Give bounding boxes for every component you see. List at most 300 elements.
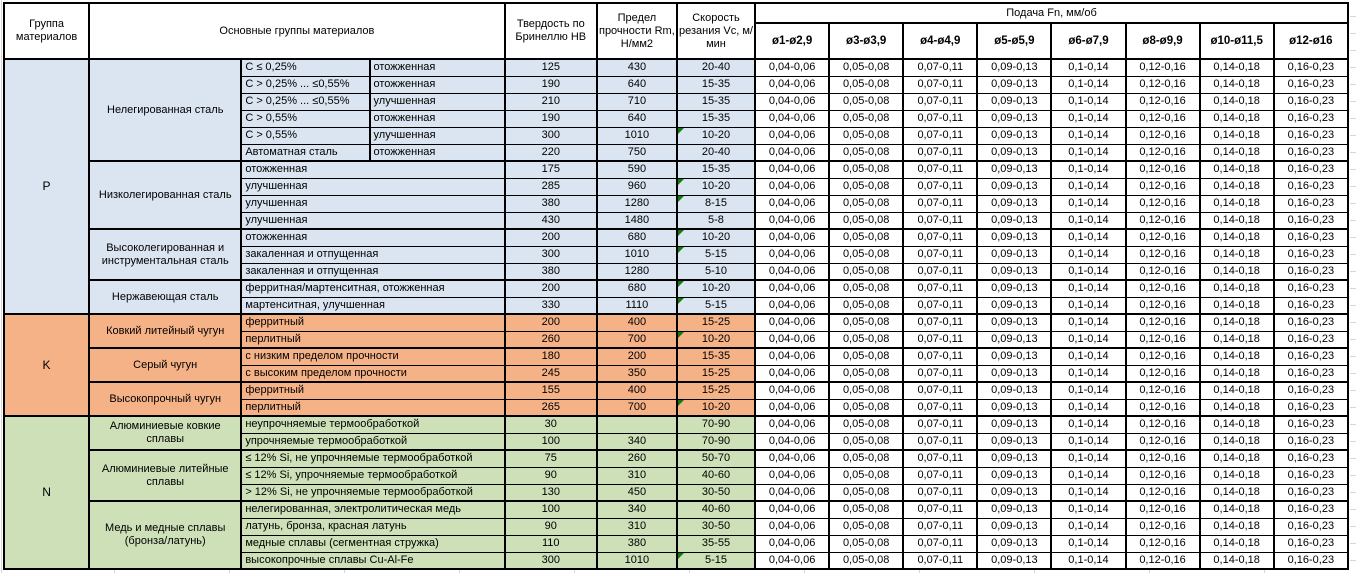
hardness-cell: 190 <box>505 110 597 127</box>
strength-cell: 750 <box>597 144 677 161</box>
speed-cell: 40-60 <box>677 467 755 484</box>
feed-cell: 0,16-0,23 <box>1274 331 1348 348</box>
feed-cell: 0,12-0,16 <box>1126 246 1200 263</box>
feed-cell: 0,16-0,23 <box>1274 110 1348 127</box>
hardness-cell: 260 <box>505 331 597 348</box>
hardness-cell: 330 <box>505 297 597 314</box>
feed-cell: 0,12-0,16 <box>1126 110 1200 127</box>
speed-cell: 15-25 <box>677 365 755 382</box>
strength-cell: 260 <box>597 450 677 467</box>
feed-cell: 0,07-0,11 <box>903 399 977 416</box>
feed-cell: 0,1-0,14 <box>1051 195 1125 212</box>
subgroup-name-cell: Ковкий литейный чугун <box>89 314 241 348</box>
feed-cell: 0,04-0,06 <box>755 263 829 280</box>
feed-cell: 0,05-0,08 <box>829 263 903 280</box>
feed-cell: 0,14-0,18 <box>1200 535 1274 552</box>
feed-cell: 0,04-0,06 <box>755 93 829 110</box>
feed-cell: 0,05-0,08 <box>829 331 903 348</box>
strength-cell: 1110 <box>597 297 677 314</box>
feed-cell: 0,07-0,11 <box>903 416 977 433</box>
subgroup-name-cell: Серый чугун <box>89 348 241 382</box>
feed-cell: 0,07-0,11 <box>903 110 977 127</box>
feed-cell: 0,14-0,18 <box>1200 76 1274 93</box>
feed-cell: 0,04-0,06 <box>755 280 829 297</box>
feed-cell: 0,1-0,14 <box>1051 552 1125 569</box>
feed-cell: 0,1-0,14 <box>1051 127 1125 144</box>
feed-cell: 0,07-0,11 <box>903 263 977 280</box>
feed-cell: 0,05-0,08 <box>829 433 903 450</box>
feed-cell: 0,12-0,16 <box>1126 518 1200 535</box>
feed-cell: 0,04-0,06 <box>755 501 829 518</box>
feed-cell: 0,14-0,18 <box>1200 144 1274 161</box>
feed-cell: 0,04-0,06 <box>755 246 829 263</box>
speed-cell: 15-35 <box>677 76 755 93</box>
feed-cell: 0,16-0,23 <box>1274 416 1348 433</box>
table-row <box>4 161 1348 178</box>
feed-cell: 0,16-0,23 <box>1274 484 1348 501</box>
feed-cell: 0,16-0,23 <box>1274 314 1348 331</box>
strength-cell: 340 <box>597 433 677 450</box>
feed-cell: 0,14-0,18 <box>1200 348 1274 365</box>
hardness-cell: 130 <box>505 484 597 501</box>
material-desc-cell: латунь, бронза, красная латунь <box>241 518 504 535</box>
strength-cell: 380 <box>597 535 677 552</box>
group-letter-cell: N <box>4 416 89 569</box>
feed-cell: 0,04-0,06 <box>755 229 829 246</box>
green-corner-flag-icon <box>678 281 684 287</box>
feed-cell: 0,14-0,18 <box>1200 212 1274 229</box>
material-desc-cell: перлитный <box>241 399 504 416</box>
feed-cell: 0,09-0,13 <box>977 382 1051 399</box>
feed-cell: 0,16-0,23 <box>1274 246 1348 263</box>
feed-cell: 0,05-0,08 <box>829 314 903 331</box>
feed-cell: 0,09-0,13 <box>977 484 1051 501</box>
material-state-cell: улучшенная <box>370 127 505 144</box>
feed-cell: 0,12-0,16 <box>1126 450 1200 467</box>
feed-cell: 0,1-0,14 <box>1051 348 1125 365</box>
feed-cell: 0,09-0,13 <box>977 416 1051 433</box>
subgroup-name-cell: Нелегированная сталь <box>89 59 241 161</box>
feed-cell: 0,05-0,08 <box>829 76 903 93</box>
feed-cell: 0,12-0,16 <box>1126 59 1200 76</box>
speed-cell: 50-70 <box>677 450 755 467</box>
feed-cell: 0,14-0,18 <box>1200 331 1274 348</box>
feed-cell: 0,09-0,13 <box>977 348 1051 365</box>
feed-cell: 0,04-0,06 <box>755 399 829 416</box>
feed-cell: 0,07-0,11 <box>903 229 977 246</box>
feed-cell: 0,1-0,14 <box>1051 110 1125 127</box>
table-row <box>4 416 1348 433</box>
feed-cell: 0,09-0,13 <box>977 127 1051 144</box>
feed-cell: 0,04-0,06 <box>755 212 829 229</box>
hardness-cell: 210 <box>505 93 597 110</box>
feed-cell: 0,04-0,06 <box>755 535 829 552</box>
speed-cell: 5-10 <box>677 263 755 280</box>
strength-cell: 400 <box>597 314 677 331</box>
feed-cell: 0,14-0,18 <box>1200 246 1274 263</box>
feed-cell: 0,16-0,23 <box>1274 144 1348 161</box>
feed-cell: 0,07-0,11 <box>903 212 977 229</box>
feed-cell: 0,14-0,18 <box>1200 161 1274 178</box>
speed-cell: 10-20 <box>677 280 755 297</box>
cutting-parameters-table <box>3 2 1349 570</box>
feed-cell: 0,12-0,16 <box>1126 535 1200 552</box>
material-spec-cell: C > 0,25% ... ≤0,55% <box>241 93 369 110</box>
feed-cell: 0,09-0,13 <box>977 552 1051 569</box>
material-spec-cell: C > 0,25% ... ≤0,55% <box>241 76 369 93</box>
feed-cell: 0,05-0,08 <box>829 178 903 195</box>
feed-cell: 0,07-0,11 <box>903 331 977 348</box>
subgroup-name-cell: Медь и медные сплавы (бронза/латунь) <box>89 501 241 569</box>
feed-cell: 0,12-0,16 <box>1126 297 1200 314</box>
subgroup-name-cell: Высокопрочный чугун <box>89 382 241 416</box>
feed-cell: 0,07-0,11 <box>903 59 977 76</box>
feed-cell: 0,14-0,18 <box>1200 484 1274 501</box>
green-corner-flag-icon <box>678 230 684 236</box>
material-state-cell: отожженная <box>370 76 505 93</box>
material-state-cell: отожженная <box>370 59 505 76</box>
feed-cell: 0,09-0,13 <box>977 195 1051 212</box>
speed-cell: 8-15 <box>677 195 755 212</box>
feed-cell: 0,09-0,13 <box>977 297 1051 314</box>
feed-cell: 0,14-0,18 <box>1200 178 1274 195</box>
feed-cell: 0,14-0,18 <box>1200 110 1274 127</box>
feed-cell: 0,1-0,14 <box>1051 331 1125 348</box>
table-row <box>4 59 1348 76</box>
feed-cell: 0,05-0,08 <box>829 365 903 382</box>
material-desc-cell: улучшенная <box>241 195 504 212</box>
feed-cell: 0,1-0,14 <box>1051 365 1125 382</box>
feed-cell: 0,1-0,14 <box>1051 467 1125 484</box>
feed-cell: 0,16-0,23 <box>1274 93 1348 110</box>
feed-cell: 0,09-0,13 <box>977 399 1051 416</box>
feed-cell: 0,14-0,18 <box>1200 93 1274 110</box>
feed-cell: 0,04-0,06 <box>755 127 829 144</box>
header-feed-dia-1: ø1-ø2,9 <box>755 23 829 59</box>
feed-cell: 0,04-0,06 <box>755 433 829 450</box>
material-desc-cell: мартенситная, улучшенная <box>241 297 504 314</box>
feed-cell: 0,12-0,16 <box>1126 229 1200 246</box>
feed-cell: 0,12-0,16 <box>1126 433 1200 450</box>
feed-cell: 0,07-0,11 <box>903 178 977 195</box>
feed-cell: 0,07-0,11 <box>903 535 977 552</box>
table-row <box>4 382 1348 399</box>
feed-cell: 0,1-0,14 <box>1051 229 1125 246</box>
feed-cell: 0,12-0,16 <box>1126 467 1200 484</box>
material-desc-cell: ферритная/мартенситная, отожженная <box>241 280 504 297</box>
feed-cell: 0,14-0,18 <box>1200 280 1274 297</box>
green-corner-flag-icon <box>678 247 684 253</box>
subgroup-name-cell: Низколегированная сталь <box>89 161 241 229</box>
strength-cell: 450 <box>597 484 677 501</box>
header-feed-dia-2: ø3-ø3,9 <box>829 23 903 59</box>
feed-cell: 0,05-0,08 <box>829 552 903 569</box>
feed-cell: 0,14-0,18 <box>1200 297 1274 314</box>
feed-cell: 0,04-0,06 <box>755 59 829 76</box>
feed-cell: 0,05-0,08 <box>829 144 903 161</box>
feed-cell: 0,09-0,13 <box>977 161 1051 178</box>
material-desc-cell: отожженная <box>241 161 504 178</box>
material-desc-cell: ферритный <box>241 382 504 399</box>
feed-cell: 0,1-0,14 <box>1051 382 1125 399</box>
feed-cell: 0,14-0,18 <box>1200 450 1274 467</box>
feed-cell: 0,14-0,18 <box>1200 399 1274 416</box>
feed-cell: 0,16-0,23 <box>1274 229 1348 246</box>
feed-cell: 0,05-0,08 <box>829 229 903 246</box>
feed-cell: 0,04-0,06 <box>755 416 829 433</box>
feed-cell: 0,04-0,06 <box>755 348 829 365</box>
feed-cell: 0,05-0,08 <box>829 501 903 518</box>
hardness-cell: 155 <box>505 382 597 399</box>
header-feed-dia-7: ø10-ø11,5 <box>1200 23 1274 59</box>
strength-cell: 710 <box>597 93 677 110</box>
hardness-cell: 175 <box>505 161 597 178</box>
feed-cell: 0,04-0,06 <box>755 144 829 161</box>
feed-cell: 0,05-0,08 <box>829 280 903 297</box>
feed-cell: 0,07-0,11 <box>903 518 977 535</box>
feed-cell: 0,09-0,13 <box>977 280 1051 297</box>
material-desc-cell: улучшенная <box>241 212 504 229</box>
feed-cell: 0,16-0,23 <box>1274 501 1348 518</box>
material-desc-cell: закаленная и отпущенная <box>241 246 504 263</box>
feed-cell: 0,12-0,16 <box>1126 263 1200 280</box>
feed-cell: 0,04-0,06 <box>755 484 829 501</box>
feed-cell: 0,09-0,13 <box>977 450 1051 467</box>
hardness-cell: 100 <box>505 433 597 450</box>
green-corner-flag-icon <box>678 332 684 338</box>
feed-cell: 0,14-0,18 <box>1200 195 1274 212</box>
feed-cell: 0,05-0,08 <box>829 348 903 365</box>
header-feed-dia-8: ø12-ø16 <box>1274 23 1348 59</box>
hardness-cell: 75 <box>505 450 597 467</box>
feed-cell: 0,12-0,16 <box>1126 365 1200 382</box>
feed-cell: 0,1-0,14 <box>1051 59 1125 76</box>
feed-cell: 0,07-0,11 <box>903 127 977 144</box>
feed-cell: 0,04-0,06 <box>755 382 829 399</box>
feed-cell: 0,09-0,13 <box>977 144 1051 161</box>
feed-cell: 0,1-0,14 <box>1051 212 1125 229</box>
hardness-cell: 190 <box>505 76 597 93</box>
strength-cell: 350 <box>597 365 677 382</box>
feed-cell: 0,04-0,06 <box>755 331 829 348</box>
strength-cell: 590 <box>597 161 677 178</box>
speed-cell: 15-35 <box>677 348 755 365</box>
feed-cell: 0,16-0,23 <box>1274 280 1348 297</box>
speed-cell: 40-60 <box>677 501 755 518</box>
feed-cell: 0,16-0,23 <box>1274 195 1348 212</box>
feed-cell: 0,05-0,08 <box>829 246 903 263</box>
speed-cell: 20-40 <box>677 144 755 161</box>
feed-cell: 0,1-0,14 <box>1051 501 1125 518</box>
strength-cell: 340 <box>597 501 677 518</box>
hardness-cell: 380 <box>505 195 597 212</box>
feed-cell: 0,14-0,18 <box>1200 263 1274 280</box>
feed-cell: 0,09-0,13 <box>977 246 1051 263</box>
feed-cell: 0,14-0,18 <box>1200 552 1274 569</box>
material-desc-cell: улучшенная <box>241 178 504 195</box>
speed-cell: 10-20 <box>677 229 755 246</box>
material-state-cell: отожженная <box>370 144 505 161</box>
feed-cell: 0,05-0,08 <box>829 535 903 552</box>
hardness-cell: 220 <box>505 144 597 161</box>
feed-cell: 0,05-0,08 <box>829 297 903 314</box>
table-row <box>4 280 1348 297</box>
feed-cell: 0,07-0,11 <box>903 484 977 501</box>
feed-cell: 0,16-0,23 <box>1274 127 1348 144</box>
feed-cell: 0,14-0,18 <box>1200 314 1274 331</box>
feed-cell: 0,09-0,13 <box>977 229 1051 246</box>
strength-cell <box>597 416 677 433</box>
group-letter-cell: P <box>4 59 89 314</box>
green-corner-flag-icon <box>678 179 684 185</box>
hardness-cell: 110 <box>505 535 597 552</box>
feed-cell: 0,07-0,11 <box>903 195 977 212</box>
table-body <box>4 59 1348 569</box>
feed-cell: 0,09-0,13 <box>977 178 1051 195</box>
feed-cell: 0,12-0,16 <box>1126 552 1200 569</box>
table-header <box>4 3 1348 59</box>
feed-cell: 0,07-0,11 <box>903 433 977 450</box>
speed-cell: 5-15 <box>677 297 755 314</box>
speed-cell: 70-90 <box>677 416 755 433</box>
hardness-cell: 30 <box>505 416 597 433</box>
hardness-cell: 300 <box>505 246 597 263</box>
feed-cell: 0,12-0,16 <box>1126 382 1200 399</box>
sheet-gridline-left <box>1 0 2 573</box>
feed-cell: 0,14-0,18 <box>1200 365 1274 382</box>
feed-cell: 0,16-0,23 <box>1274 178 1348 195</box>
material-desc-cell: с высоким пределом прочности <box>241 365 504 382</box>
feed-cell: 0,16-0,23 <box>1274 535 1348 552</box>
feed-cell: 0,12-0,16 <box>1126 161 1200 178</box>
feed-cell: 0,16-0,23 <box>1274 552 1348 569</box>
feed-cell: 0,04-0,06 <box>755 314 829 331</box>
feed-cell: 0,04-0,06 <box>755 552 829 569</box>
feed-cell: 0,07-0,11 <box>903 382 977 399</box>
group-letter-cell: K <box>4 314 89 416</box>
strength-cell: 1010 <box>597 246 677 263</box>
feed-cell: 0,04-0,06 <box>755 518 829 535</box>
material-desc-cell: упрочняемые термообработкой <box>241 433 504 450</box>
material-spec-cell: Автоматная сталь <box>241 144 369 161</box>
feed-cell: 0,16-0,23 <box>1274 263 1348 280</box>
feed-cell: 0,05-0,08 <box>829 212 903 229</box>
strength-cell: 680 <box>597 280 677 297</box>
material-desc-cell: с низким пределом прочности <box>241 348 504 365</box>
strength-cell: 1010 <box>597 127 677 144</box>
material-desc-cell: ≤ 12% Si, не упрочняемые термообработкой <box>241 450 504 467</box>
feed-cell: 0,07-0,11 <box>903 76 977 93</box>
speed-cell: 15-25 <box>677 314 755 331</box>
feed-cell: 0,05-0,08 <box>829 467 903 484</box>
feed-cell: 0,16-0,23 <box>1274 382 1348 399</box>
material-desc-cell: высокопрочные сплавы Cu-Al-Fe <box>241 552 504 569</box>
material-desc-cell: ферритный <box>241 314 504 331</box>
feed-cell: 0,05-0,08 <box>829 127 903 144</box>
table-row <box>4 450 1348 467</box>
feed-cell: 0,1-0,14 <box>1051 297 1125 314</box>
feed-cell: 0,1-0,14 <box>1051 178 1125 195</box>
strength-cell: 1280 <box>597 263 677 280</box>
feed-cell: 0,1-0,14 <box>1051 484 1125 501</box>
material-spec-cell: C ≤ 0,25% <box>241 59 369 76</box>
material-desc-cell: ≤ 12% Si, упрочняемые термообработкой <box>241 467 504 484</box>
speed-cell: 5-15 <box>677 246 755 263</box>
feed-cell: 0,16-0,23 <box>1274 433 1348 450</box>
feed-cell: 0,14-0,18 <box>1200 229 1274 246</box>
feed-cell: 0,12-0,16 <box>1126 399 1200 416</box>
feed-cell: 0,16-0,23 <box>1274 450 1348 467</box>
hardness-cell: 265 <box>505 399 597 416</box>
hardness-cell: 245 <box>505 365 597 382</box>
speed-cell: 15-35 <box>677 93 755 110</box>
subgroup-name-cell: Алюминиевые литейные сплавы <box>89 450 241 501</box>
strength-cell: 400 <box>597 382 677 399</box>
speed-cell: 20-40 <box>677 59 755 76</box>
strength-cell: 310 <box>597 518 677 535</box>
feed-cell: 0,12-0,16 <box>1126 144 1200 161</box>
speed-cell: 30-50 <box>677 484 755 501</box>
material-spec-cell: C > 0,55% <box>241 127 369 144</box>
feed-cell: 0,07-0,11 <box>903 93 977 110</box>
material-desc-cell: неупрочняемые термообработкой <box>241 416 504 433</box>
feed-cell: 0,07-0,11 <box>903 314 977 331</box>
speed-cell: 10-20 <box>677 127 755 144</box>
feed-cell: 0,04-0,06 <box>755 76 829 93</box>
feed-cell: 0,05-0,08 <box>829 382 903 399</box>
speed-cell: 15-35 <box>677 161 755 178</box>
table-row <box>4 348 1348 365</box>
strength-cell: 310 <box>597 467 677 484</box>
feed-cell: 0,04-0,06 <box>755 178 829 195</box>
strength-cell: 1480 <box>597 212 677 229</box>
feed-cell: 0,14-0,18 <box>1200 467 1274 484</box>
feed-cell: 0,09-0,13 <box>977 365 1051 382</box>
feed-cell: 0,04-0,06 <box>755 110 829 127</box>
strength-cell: 640 <box>597 110 677 127</box>
hardness-cell: 300 <box>505 552 597 569</box>
feed-cell: 0,05-0,08 <box>829 195 903 212</box>
speed-cell: 5-15 <box>677 552 755 569</box>
feed-cell: 0,1-0,14 <box>1051 263 1125 280</box>
feed-cell: 0,1-0,14 <box>1051 314 1125 331</box>
header-cutting-speed: Скорость резания Vc, м/мин <box>677 3 755 59</box>
feed-cell: 0,1-0,14 <box>1051 93 1125 110</box>
speed-cell: 30-50 <box>677 518 755 535</box>
feed-cell: 0,09-0,13 <box>977 93 1051 110</box>
feed-cell: 0,16-0,23 <box>1274 365 1348 382</box>
header-feed-dia-4: ø5-ø5,9 <box>977 23 1051 59</box>
feed-cell: 0,07-0,11 <box>903 501 977 518</box>
feed-cell: 0,12-0,16 <box>1126 484 1200 501</box>
green-corner-flag-icon <box>678 400 684 406</box>
strength-cell: 430 <box>597 59 677 76</box>
hardness-cell: 380 <box>505 263 597 280</box>
feed-cell: 0,05-0,08 <box>829 161 903 178</box>
feed-cell: 0,04-0,06 <box>755 365 829 382</box>
feed-cell: 0,1-0,14 <box>1051 161 1125 178</box>
feed-cell: 0,1-0,14 <box>1051 144 1125 161</box>
feed-cell: 0,07-0,11 <box>903 246 977 263</box>
feed-cell: 0,09-0,13 <box>977 535 1051 552</box>
feed-cell: 0,05-0,08 <box>829 518 903 535</box>
feed-cell: 0,07-0,11 <box>903 297 977 314</box>
header-feed-dia-5: ø6-ø7,9 <box>1051 23 1125 59</box>
subgroup-name-cell: Алюминиевые ковкие сплавы <box>89 416 241 450</box>
feed-cell: 0,1-0,14 <box>1051 450 1125 467</box>
material-state-cell: улучшенная <box>370 93 505 110</box>
feed-cell: 0,14-0,18 <box>1200 127 1274 144</box>
